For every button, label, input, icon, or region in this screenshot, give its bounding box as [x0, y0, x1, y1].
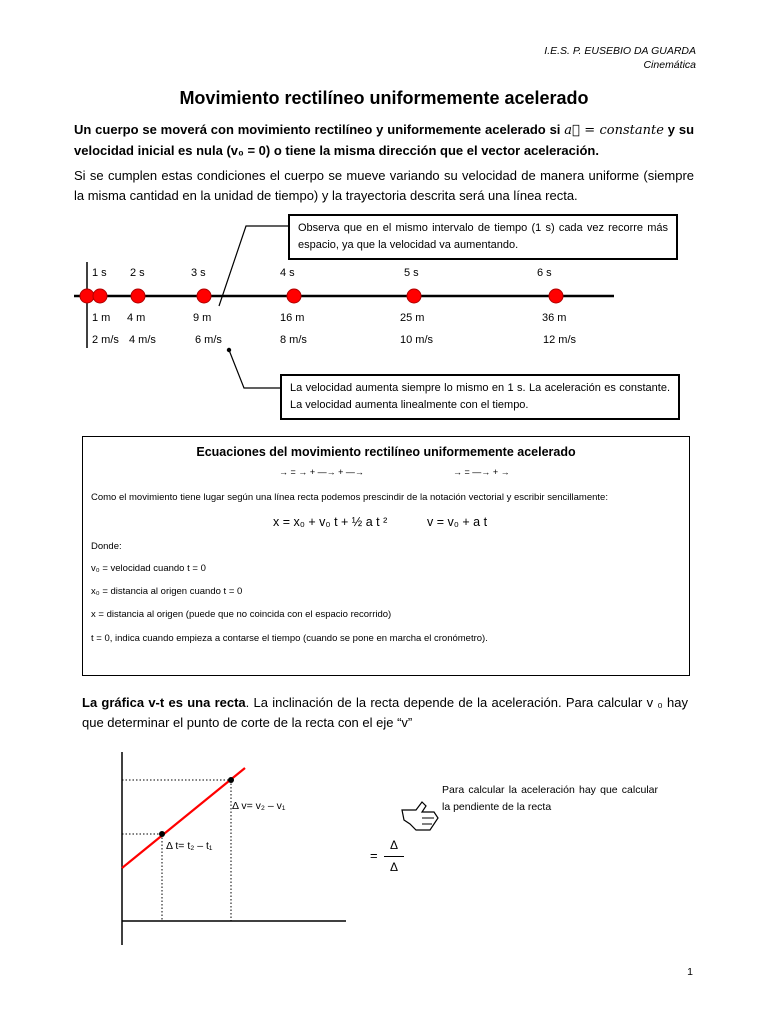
graph-paragraph [82, 693, 688, 733]
intro-paragraph [74, 120, 694, 161]
distance-label: 25 m [400, 312, 425, 324]
velocity-label: 8 m/s [280, 334, 307, 346]
slope-note: Para calcular la aceleración hay que calcular la pendiente de la recta [442, 784, 658, 813]
veq1-t0: → [279, 467, 288, 477]
veq2-t2: —→ [472, 467, 491, 477]
position-dot [287, 289, 301, 303]
veq2-t0: → [453, 467, 462, 477]
graph-paragraph-bold: La gráfica v-t es una recta [82, 695, 246, 710]
donde-label: Donde: [91, 541, 122, 552]
fraction-bar [384, 856, 404, 857]
point-1 [159, 831, 165, 837]
graph-paragraph-text: . La inclinación de la recta depende de la aceleración. Para calcular v ₀ hay que determinar el punto de corte de la recta con el eje “v” [82, 695, 688, 730]
veq1-t1: = [290, 467, 296, 477]
subject-name: Cinemática [643, 59, 696, 71]
time-label: 2 s [130, 267, 145, 279]
intro-formula-rhs: = constante [579, 123, 664, 138]
equations-title: Ecuaciones del movimiento rectilíneo uniformemente acelerado [196, 445, 576, 459]
velocity-equation: v = v₀ + a t [427, 515, 488, 529]
point-2 [228, 777, 234, 783]
velocity-line [122, 768, 245, 868]
diagram-points [80, 267, 577, 346]
school-name: I.E.S. P. EUSEBIO DA GUARDA [544, 45, 696, 57]
callout-top: Observa que en el mismo intervalo de tiempo (1 s) cada vez recorre más espacio, ya que la velocidad va aumentando. [288, 214, 678, 260]
conditions-paragraph: Si se cumplen estas condiciones el cuerpo se mueve variando su velocidad de manera uniforme (siempre la misma cantidad en la unidad de tiempo) y la trayectoria descrita será una línea recta. [74, 168, 694, 203]
velocity-label: 2 m/s [92, 334, 119, 346]
page-title: Movimiento rectilíneo uniformemente acelerado [179, 88, 589, 108]
intro-text-1: Un cuerpo se moverá con movimiento rectilíneo y uniformemente acelerado si [74, 122, 561, 137]
position-dot [93, 289, 107, 303]
connector-dot [227, 348, 231, 352]
distance-label: 1 m [92, 312, 111, 324]
definition-t0: t = 0, indica cuando empieza a contarse el tiempo (cuando se pone en marcha el cronómetro). [91, 633, 488, 644]
veq1-t4: —→ [317, 467, 336, 477]
callout-bottom-connector [229, 350, 282, 388]
veq2-t1: = [464, 467, 470, 477]
position-dot [131, 289, 145, 303]
intro-text-2: y su velocidad inicial es nula (v₀ = 0) o tiene la misma dirección que el vector aceleración. [74, 122, 695, 158]
document-header [544, 44, 696, 72]
delta-v-label: Δ v= v₂ – v₁ [232, 800, 286, 812]
definition-v0: v₀ = velocidad cuando t = 0 [91, 563, 206, 574]
veq1-t6: —→ [345, 467, 364, 477]
position-dot [549, 289, 563, 303]
velocity-label: 10 m/s [400, 334, 434, 346]
slope-equals: = [370, 848, 378, 863]
intro-formula-lhs: a⃗ [564, 123, 580, 138]
callout-bottom: La velocidad aumenta siempre lo mismo en 1 s. La aceleración es constante. La velocidad aumenta linealmente con el tiempo. [280, 374, 680, 420]
position-dot [197, 289, 211, 303]
motion-diagram [0, 200, 768, 440]
origin-dot [80, 289, 94, 303]
distance-label: 9 m [193, 312, 212, 324]
velocity-label: 12 m/s [543, 334, 577, 346]
page-number: 1 [687, 966, 693, 978]
time-label: 5 s [404, 267, 419, 279]
slope-numerator: Δ [389, 838, 398, 852]
veq1-t2: → [298, 467, 308, 477]
vector-notation-note: Como el movimiento tiene lugar según una línea recta podemos prescindir de la notación vectorial y escribir sencillamente: [91, 492, 608, 503]
time-label: 4 s [280, 267, 295, 279]
veq1-t5: + [338, 467, 344, 477]
definition-x: x = distancia al origen (puede que no coincida con el espacio recorrido) [91, 609, 392, 620]
time-label: 6 s [537, 267, 552, 279]
delta-t-label: Δ t= t₂ – t₁ [166, 840, 213, 852]
slope-denominator: Δ [389, 860, 398, 874]
pointing-hand-icon [400, 798, 442, 834]
vector-equation-2 [453, 467, 510, 477]
definition-x0: x₀ = distancia al origen cuando t = 0 [91, 586, 243, 597]
velocity-label: 6 m/s [195, 334, 222, 346]
time-label: 1 s [92, 267, 107, 279]
distance-label: 36 m [542, 312, 567, 324]
velocity-label: 4 m/s [129, 334, 156, 346]
position-dot [407, 289, 421, 303]
position-equation: x = x₀ + v₀ t + ½ a t ² [273, 515, 388, 529]
veq2-t4: → [500, 467, 510, 477]
velocity-time-graph [100, 750, 360, 950]
veq2-t3: + [492, 467, 499, 477]
callout-top-connector [219, 226, 288, 306]
distance-label: 16 m [280, 312, 305, 324]
veq1-t3: + [309, 467, 316, 477]
distance-label: 4 m [127, 312, 146, 324]
vector-equation-1 [279, 467, 364, 477]
equations-box [82, 436, 690, 676]
time-label: 3 s [191, 267, 206, 279]
